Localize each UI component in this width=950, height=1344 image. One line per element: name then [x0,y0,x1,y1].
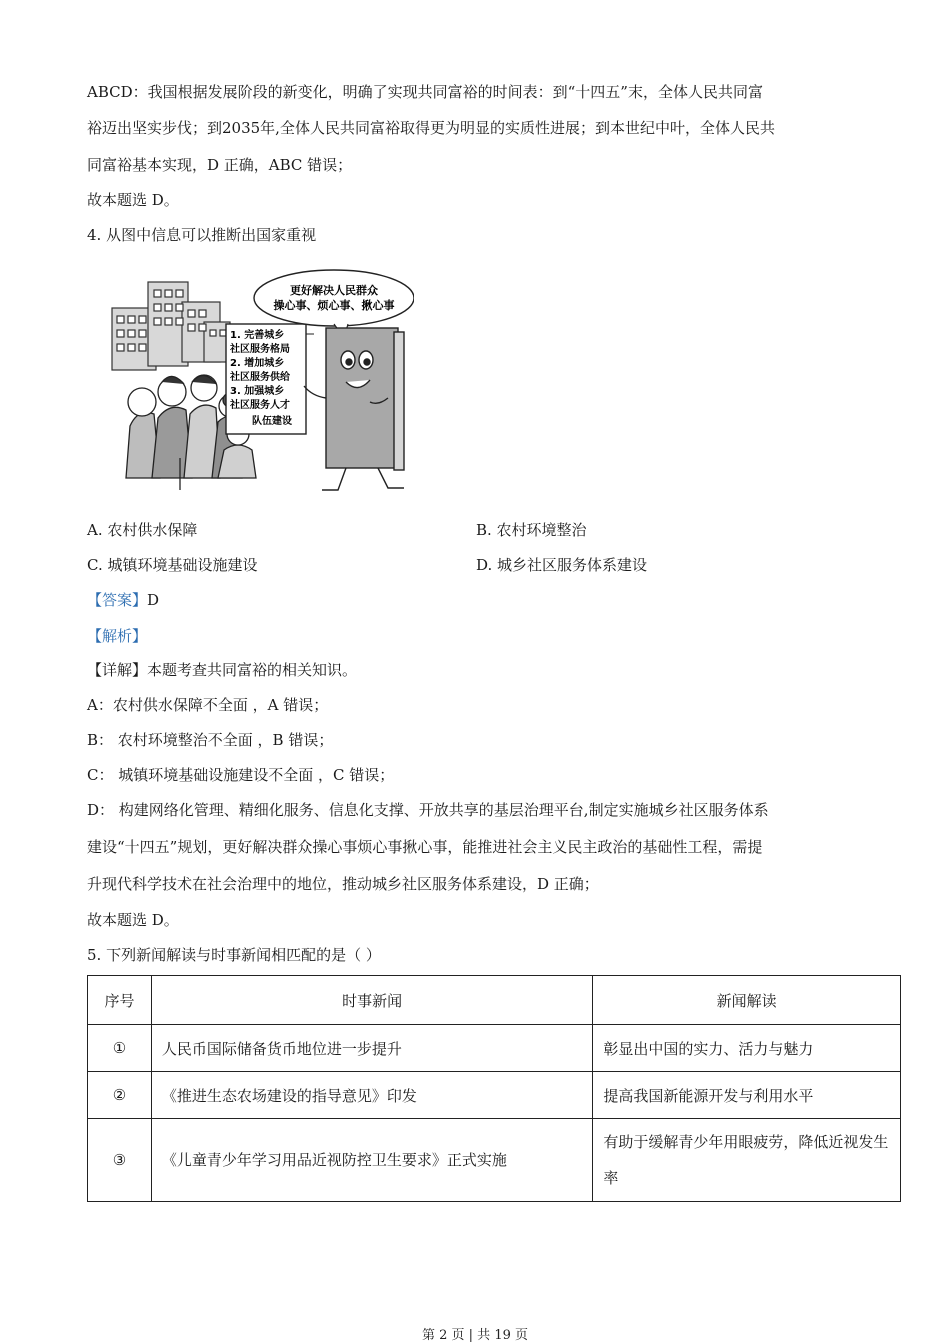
analysis-d-line-2: 建设“十四五”规划，更好解决群众操心事烦心事揪心事，能推进社会主义民主政治的基础性工程，需提 [87,838,763,856]
news-table [87,975,901,1202]
q4-option-b[interactable]: B. 农村环境整治 [476,521,587,539]
sign-line-2: 社区服务格局 [230,344,290,355]
row-news: 人民币国际储备货币地位进一步提升 [151,1025,592,1072]
explanation-line-1: ABCD：我国根据发展阶段的新变化，明确了实现共同富裕的时间表：到“十四五”末，全体人民共同富 [87,83,763,101]
header-index: 序号 [88,976,152,1025]
table-row [88,1025,901,1072]
sign-board [226,324,314,434]
table-header-row [88,976,901,1025]
analysis-d-line-3: 升现代科学技术在社会治理中的地位，推动城乡社区服务体系建设，D 正确； [87,875,599,893]
table-row [88,1119,901,1202]
bubble-line-1: 更好解决人民群众 [290,284,378,297]
detail-tag: 【详解】 [87,661,148,679]
sign-line-4: 社区服务供给 [230,372,290,383]
q4-option-c[interactable]: C. 城镇环境基础设施建设 [87,556,258,574]
page-footer: 第 2 页 | 共 19 页 [422,1328,528,1343]
q4-conclusion: 故本题选 D。 [87,911,179,929]
row-reading: 有助于缓解青少年用眼疲劳，降低近视发生率 [593,1119,901,1202]
analysis-a: A：农村供水保障不全面 ，A 错误； [87,696,329,714]
row-reading: 提高我国新能源开发与利用水平 [593,1072,901,1119]
sign-line-6: 社区服务人才 [230,400,290,411]
analysis-d-line-1: D： 构建网络化管理、精细化服务、信息化支撑、开放共享的基层治理平台,制定实施城乡社区服务体系 [87,801,769,819]
answer-line [87,590,159,610]
detail-line [87,660,357,680]
row-number: ② [88,1072,152,1119]
answer-tag: 【答案】 [87,591,148,609]
detail-text: 本题考查共同富裕的相关知识。 [147,661,358,679]
explanation-conclusion: 故本题选 D。 [87,191,179,209]
table-row [88,1072,901,1119]
explanation-line-2: 裕迈出坚实步伐；到2035年,全体人民共同富裕取得更为明显的实质性进展；到本世纪中叶，全体人民共 [87,119,775,137]
row-number: ① [88,1025,152,1072]
analysis-tag: 【解析】 [87,627,148,645]
analysis-b: B： 农村环境整治不全面 ，B 错误； [87,731,334,749]
q5-stem: 5. 下列新闻解读与时事新闻相匹配的是（ ） [87,946,381,964]
q4-stem: 4. 从图中信息可以推断出国家重视 [87,226,317,244]
row-reading: 彰显出中国的实力、活力与魅力 [593,1025,901,1072]
header-news: 时事新闻 [151,976,592,1025]
row-number: ③ [88,1119,152,1202]
q4-option-a[interactable]: A. 农村供水保障 [87,521,198,539]
bubble-line-2: 操心事、烦心事、揪心事 [273,299,395,312]
sign-line-5: 3. 加强城乡 [230,386,285,397]
cartoon-illustration [108,268,414,494]
explanation-line-3: 同富裕基本实现，D 正确，ABC 错误； [87,156,353,174]
row-news: 《推进生态农场建设的指导意见》印发 [151,1072,592,1119]
row-news: 《儿童青少年学习用品近视防控卫生要求》正式实施 [151,1119,592,1202]
answer-value: D [147,591,160,609]
q4-option-d[interactable]: D. 城乡社区服务体系建设 [476,556,648,574]
analysis-c: C： 城镇环境基础设施建设不全面 ，C 错误； [87,766,395,784]
sign-line-3: 2. 增加城乡 [230,358,285,369]
sign-line-1: 1. 完善城乡 [230,330,285,341]
header-reading: 新闻解读 [593,976,901,1025]
sign-line-7: 队伍建设 [252,416,292,427]
